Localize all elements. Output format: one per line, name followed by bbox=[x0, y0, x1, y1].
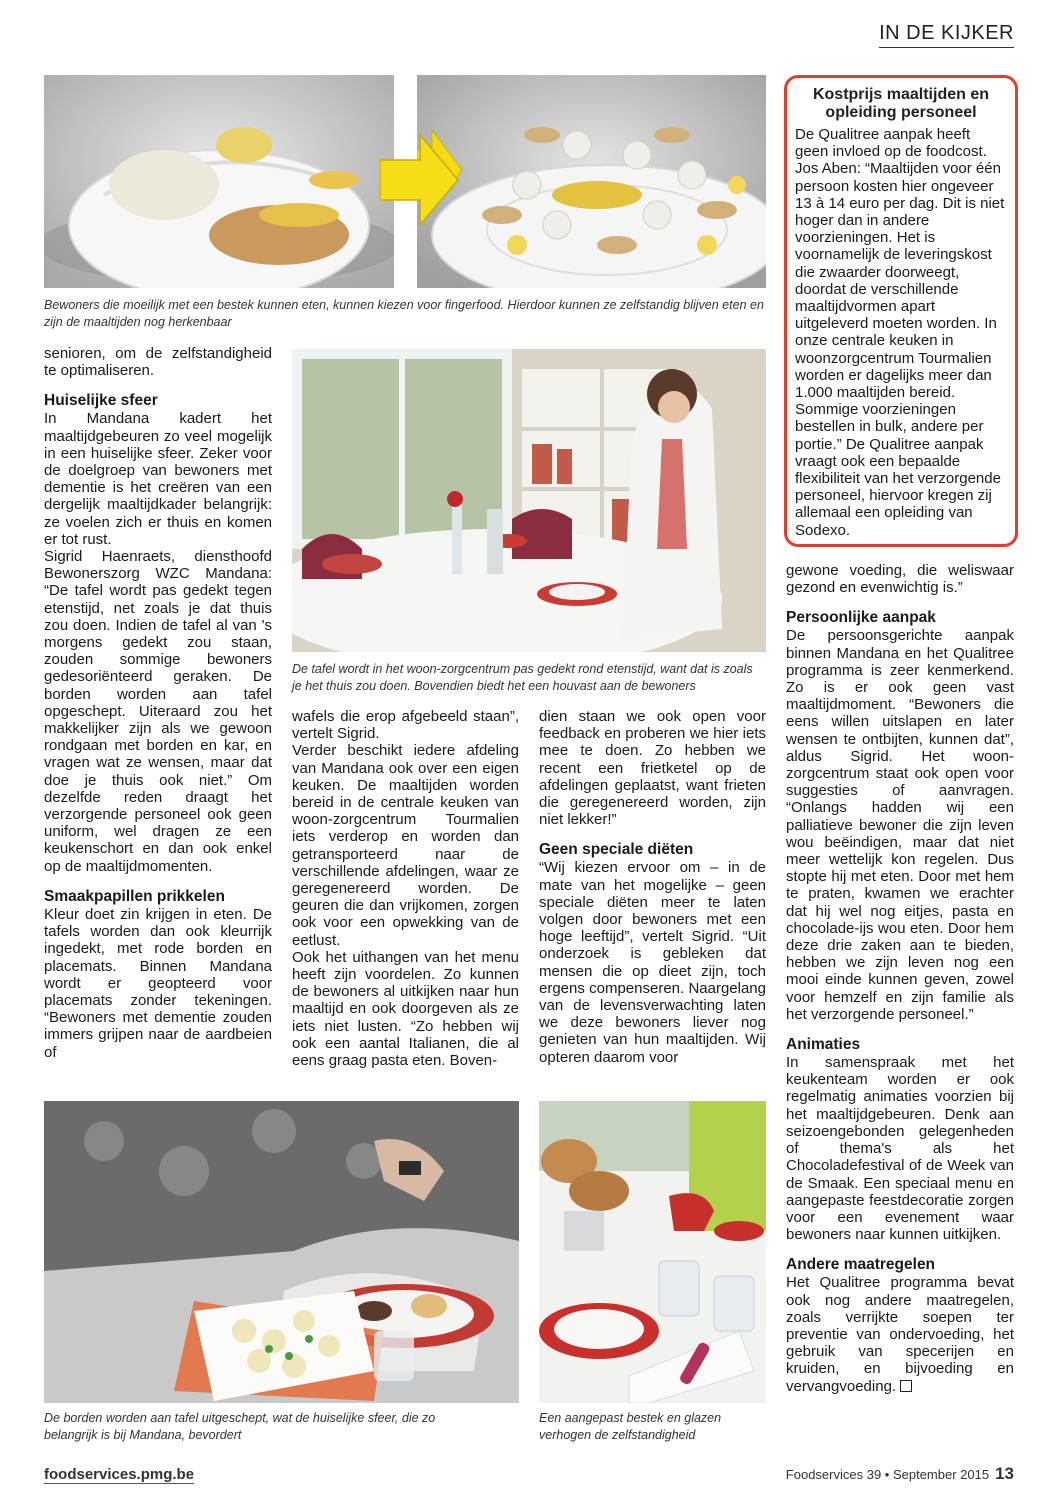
paragraph: Sigrid Haenraets, diensthoofd Bewonerszorg WZC Mandana: “De tafel wordt pas gedekt tegen etenstijd, net zoals je dat thuis zou doen. Indien de tafel al van 's morgens gedekt zou staan, zouden sommige bewoners gedesoriënteerd geraken. De borden worden aan tafel opgeschept. Uiteraard zou het makkelijker zijn als we gewoon rondgaan met borden en kar, en vragen wat ze wensen, maar dat doe je thuis ook niet.” Om dezelfde reden draagt het verzorgende personeel ook geen uniform, wel dragen ze een keukenschort en dan ook enkel op de maaltijdmomenten. bbox=[44, 548, 272, 875]
subheading-geen-speciale-dieten: Geen speciale diëten bbox=[539, 841, 694, 859]
footer-issue bbox=[786, 1464, 1014, 1484]
subheading-huiselijke-sfeer: Huiselijke sfeer bbox=[44, 392, 158, 410]
section-tag: IN DE KIJKER bbox=[879, 22, 1014, 48]
page-number: 13 bbox=[995, 1464, 1014, 1483]
arrow-icon bbox=[380, 130, 460, 230]
sidebar-box-text: De Qualitree aanpak heeft geen invloed op de foodcost. Jos Aben: “Maaltijden voor één persoon kosten hier ongeveer 13 à 14 euro per dag. Dit is niet hoger dan in andere voorzieningen. Het is voornamelijk de leveringskost die zwaarder doorweegt, doordat de verschillende maaltijdvormen apart uitgeleverd moeten worden. In onze centrale keuken in woonzorgcentrum Tourmalien worden er dagelijks meer dan 1.000 maaltijden bereid. Sommige voorzieningen bestellen in bulk, andere per portie.” De Qualitree aanpak vraagt ook een bepaalde flexibiliteit van het verzorgende personeel, hiervoor kregen zij allemaal een opleiding van Sodexo. bbox=[795, 126, 1005, 539]
caption-middle: De tafel wordt in het woon-zorgcentrum pas gedekt rond etenstijd, want dat is zoals je het thuis zou doen. Bovendien biedt het een houvast aan de bewoners bbox=[292, 662, 753, 693]
paragraph bbox=[786, 1274, 1014, 1394]
paragraph: Kleur doet zin krijgen in eten. De tafels worden dan ook kleurrijk ingedekt, met rode borden en placemats. Binnen Mandana wordt er geopteerd voor placemats zonder tekeningen. “Bewoners met dementie zouden immers grijpen naar de aardbeien of bbox=[44, 905, 272, 1061]
column-1 bbox=[44, 345, 272, 1061]
paragraph: Verder beschikt iedere afdeling van Mandana ook over een eigen keuken. De maaltijden worden bereid in de centrale keuken van woon-zorgcentrum Tourmalien iets verderop en worden dan getransporteerd naar de verschillende afdelingen, waar ze geregenereerd worden. De geuren die dan vrijkomen, zorgen ook voor een opwekking van de eetlust. bbox=[292, 742, 519, 949]
subheading-persoonlijke-aanpak: Persoonlijke aanpak bbox=[786, 609, 936, 627]
paragraph: senioren, om de zelfstandigheid te optimaliseren. bbox=[44, 345, 272, 380]
photo-serving-food bbox=[44, 1101, 519, 1403]
photo-plate-regular bbox=[44, 75, 394, 288]
column-2 bbox=[292, 708, 519, 1069]
paragraph: “Wij kiezen ervoor om – in de mate van het mogelijke – geen speciale diëten meer te laten volgen door bewoners met een hoge leeftijd”, vertelt Sigrid. “Uit onderzoek is gebleken dat mensen die op dieet zijn, toch ergens compenseren. Naargelang van de levensverwachting laten we deze bewoners liever nog genieten van hun maaltijden. Wij opteren daarom voor bbox=[539, 859, 766, 1066]
sidebar-box bbox=[784, 75, 1018, 547]
column-4 bbox=[786, 562, 1014, 1395]
paragraph: In samenspraak met het keukenteam worden er ook regelmatig animaties voorzien bij het maaltijdgebeuren. Denk aan seizoengebonden gelegenheden of thema's als het Chocoladefestival of de Week van de Smaak. Een speciaal menu en aangepaste feestdecoratie zorgen voor een evenement waar bewoners naar kunnen uitkijken. bbox=[786, 1054, 1014, 1244]
column-3 bbox=[539, 708, 766, 1066]
paragraph: dien staan we ook open voor feedback en proberen we hier iets mee te doen. Zo hebben we recent een frietketel op de afdelingen geplaatst, want frieten die geregenereerd worden, zijn niet lekker!” bbox=[539, 708, 766, 829]
photo-adapted-cutlery bbox=[539, 1101, 766, 1403]
footer-issue-text: Foodservices 39 • September 2015 bbox=[785, 1467, 990, 1482]
paragraph: In Mandana kadert het maaltijdgebeuren zo veel mogelijk in een huiselijke sfeer. Zeker voor de doelgroep van bewoners met dementie is het creëren van een dergelijk maaltijdkader belangrijk: ze voelen zich er thuis en komen er tot rust. bbox=[44, 410, 272, 548]
caption-bottom-right: Een aangepast bestek en glazen verhogen de zelfstandigheid bbox=[539, 1411, 722, 1442]
footer-website: foodservices.pmg.be bbox=[44, 1466, 195, 1483]
subheading-animaties: Animaties bbox=[786, 1036, 861, 1054]
sidebar-box-title: Kostprijs maaltijden en opleiding personeel bbox=[812, 86, 990, 121]
paragraph: gewone voeding, die weliswaar gezond en evenwichtig is.” bbox=[786, 562, 1014, 597]
end-mark-icon bbox=[900, 1380, 912, 1392]
photo-table-setting bbox=[292, 349, 766, 652]
paragraph: wafels die erop afgebeeld staan”, vertelt Sigrid. bbox=[292, 708, 519, 743]
paragraph-text: Het Qualitree programma bevat ook nog andere maatregelen, zoals verrijkte soepen ter preventie van ondervoeding, het gebruik van specerijen en kruiden, en bijvoeding en vervangvoeding. bbox=[786, 1274, 1014, 1395]
paragraph: Ook het uithangen van het menu heeft zijn voordelen. Zo kunnen de bewoners al uitkijken naar hun maaltijd en ook doorgeven als ze iets niet lusten. “Zo hebben wij ook een aantal Italianen, die al eens graag pasta eten. Boven- bbox=[292, 948, 519, 1070]
subheading-andere-maatregelen: Andere maatregelen bbox=[786, 1256, 936, 1274]
caption-top: Bewoners die moeilijk met een bestek kunnen eten, kunnen kiezen voor fingerfood. Hierdoor kunnen ze zelfstandig blijven eten en zijn de maaltijden nog herkenbaar bbox=[44, 298, 764, 329]
caption-bottom-left: De borden worden aan tafel uitgeschept, wat de huiselijke sfeer, die zo belangrijk is bij Mandana, bevordert bbox=[44, 1411, 436, 1442]
subheading-smaakpapillen: Smaakpapillen prikkelen bbox=[44, 887, 225, 905]
photo-plate-fingerfood bbox=[417, 75, 766, 288]
paragraph: De persoonsgerichte aanpak binnen Mandana en het Qualitree programma is zeer kenmerkend. Zo is er ook geen vast maaltijdmoment. “Bewoners die eens willen uitslapen en later wensen te ontbijten, kunnen dat”, aldus Sigrid. Het woon-zorgcentrum staat ook open voor suggesties of aanvragen. “Onlangs hadden wij een palliatieve bewoner die zijn leven wou beëindigen, maar dat niet meer wettelijk kon regelen. Dus stopte hij met eten. Door met hem te praten, kwamen we erachter dat hij wel nog eitjes, pasta en chocolade-ijs wou eten. Door hem deze drie zaken aan te bieden, hebben we zijn leven nog een mooi einde kunnen geven, zowel voor hemzelf en zijn familie als het verzorgende personeel.” bbox=[786, 627, 1014, 1023]
